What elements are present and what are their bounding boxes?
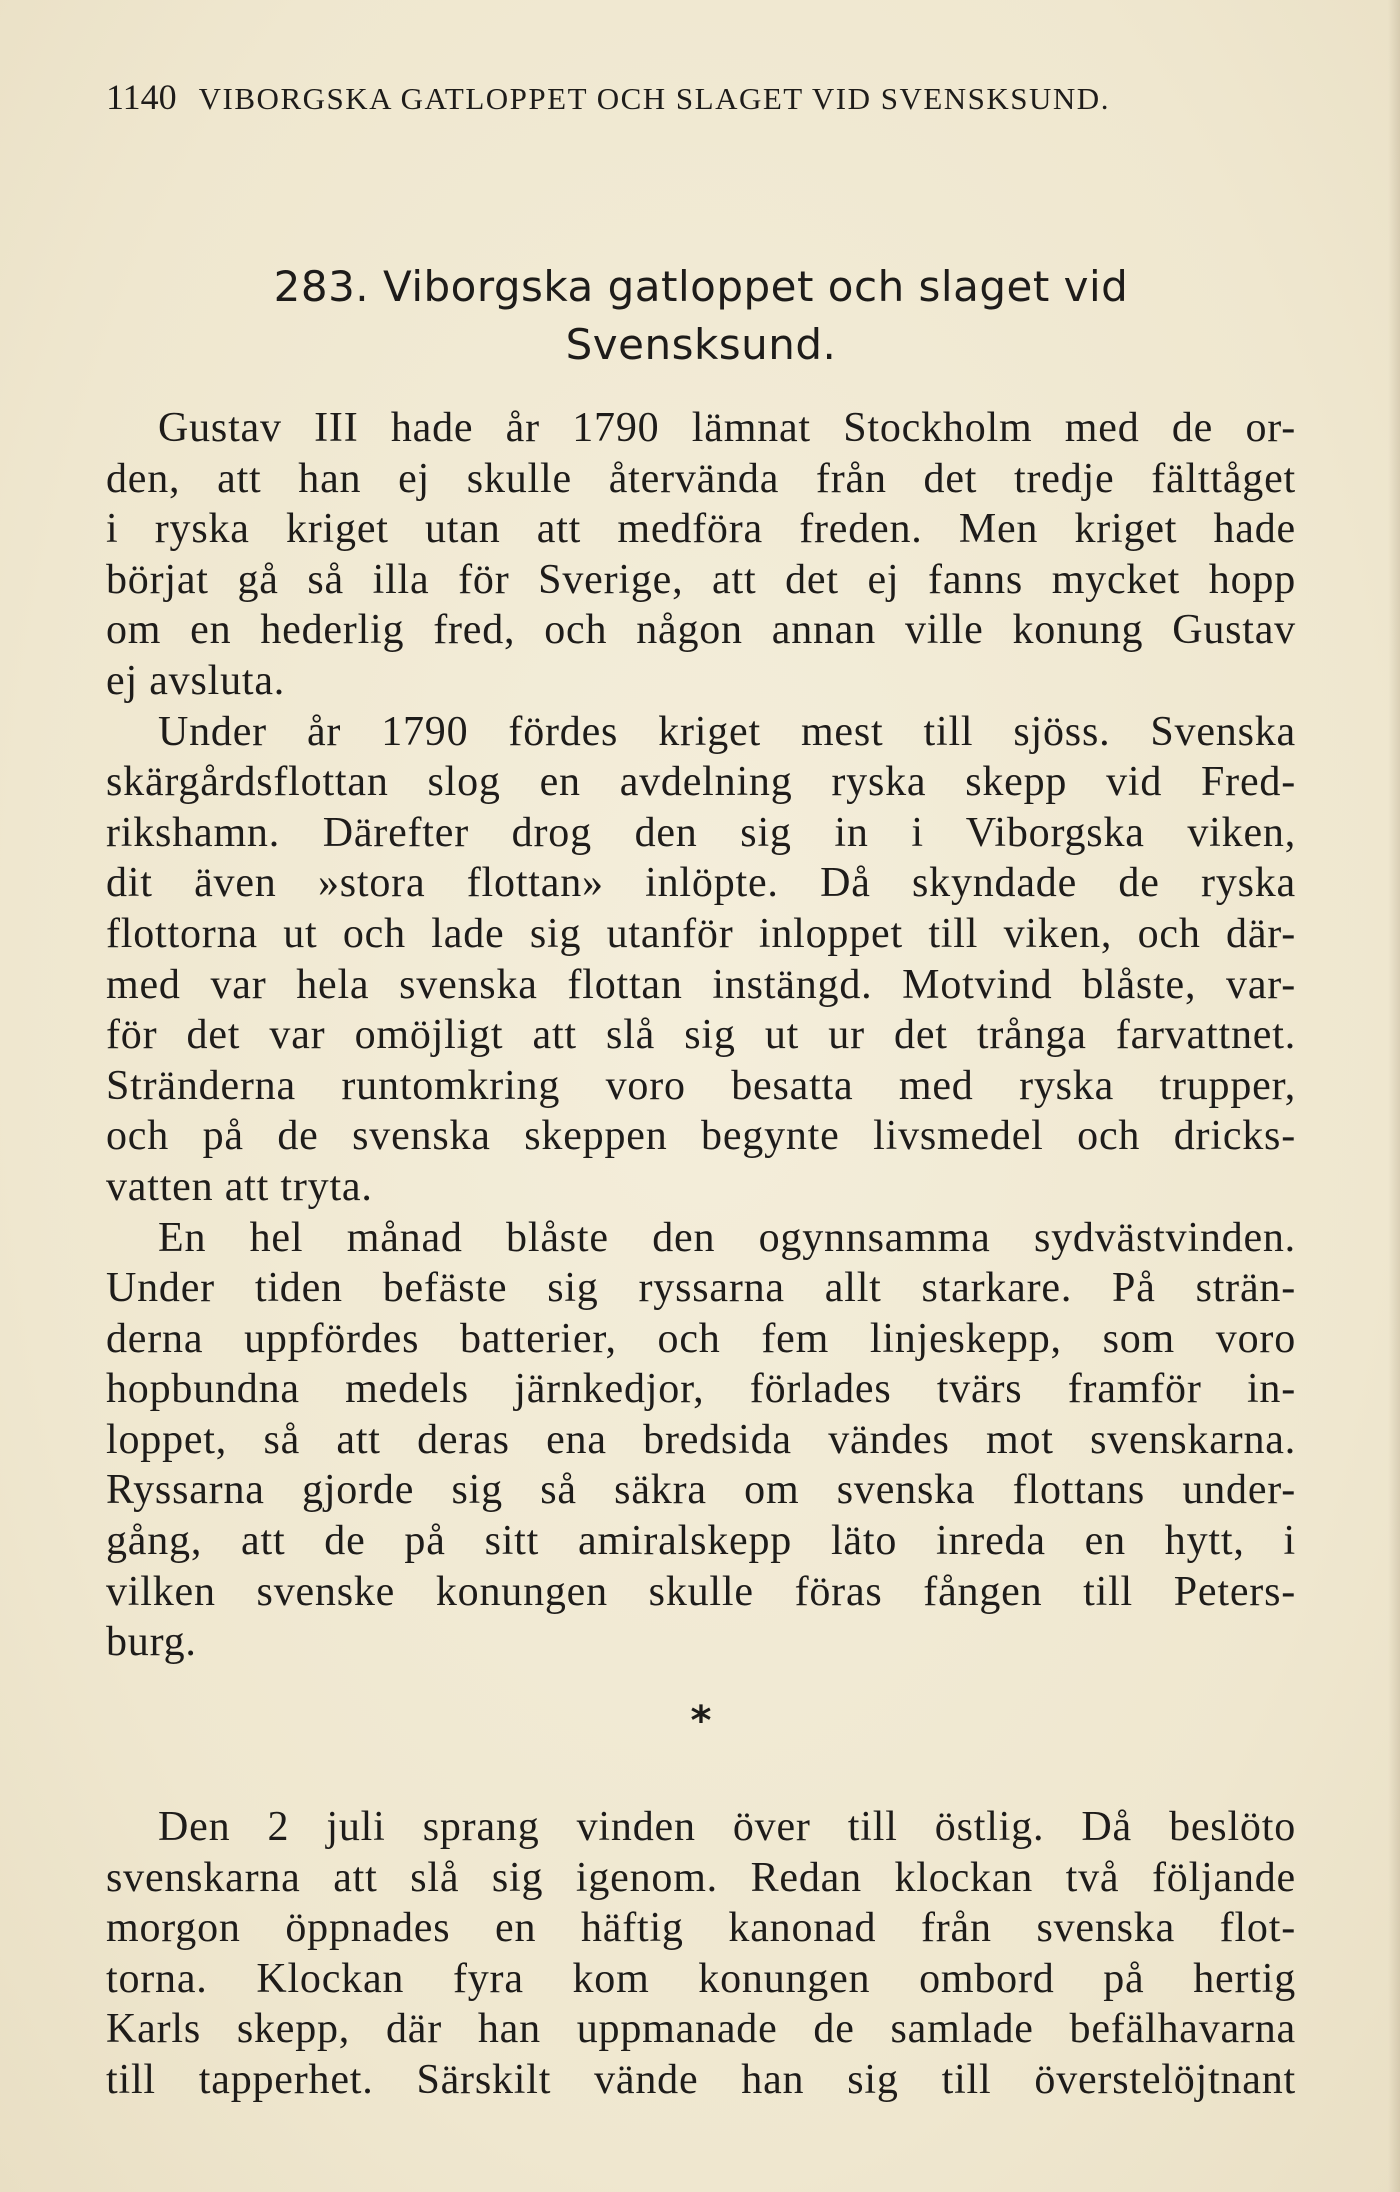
text-line: skärgårdsflottan slog en avdelning ryska skepp vid Fred- (106, 759, 1296, 806)
text-line: till tapperhet. Särskilt vände han sig till överstelöjtnant (106, 2056, 1296, 2103)
running-header (106, 76, 1306, 118)
text-line: den, att han ej skulle återvända från det tredje fälttåget (106, 455, 1296, 502)
text-line: ej avsluta. (106, 657, 286, 704)
text-line: vilken svenske konungen skulle föras fången till Peters- (106, 1568, 1296, 1615)
text-line: svenskarna att slå sig igenom. Redan klockan två följande (106, 1854, 1296, 1901)
chapter-title (106, 258, 1296, 374)
text-line: Under år 1790 fördes kriget mest till sjöss. Svenska (158, 708, 1296, 755)
text-line: loppet, så att deras ena bredsida vändes mot svenskarna. (106, 1416, 1296, 1463)
text-line: gång, att de på sitt amiralskepp läto inreda en hytt, i (106, 1518, 1296, 1565)
text-line: flottorna ut och lade sig utanför inloppet till viken, och där- (106, 910, 1296, 957)
text-line: börjat gå så illa för Sverige, att det ej fanns mycket hopp (106, 556, 1296, 603)
text-line: med var hela svenska flottan instängd. Motvind blåste, var- (106, 961, 1296, 1008)
chapter-title-line: Svensksund. (565, 320, 837, 369)
chapter-title-line: 283. Viborgska gatloppet och slaget vid (273, 262, 1129, 311)
text-line: Den 2 juli sprang vinden över till östlig. Då beslöto (158, 1804, 1296, 1850)
section-2-text (106, 1802, 1296, 2106)
text-line: hopbundna medels järnkedjor, förlades tvärs framför in- (106, 1366, 1296, 1413)
text-line: vatten att tryta. (106, 1163, 373, 1210)
text-line: Gustav III hade år 1790 lämnat Stockholm med de or- (158, 405, 1296, 451)
text-line: derna uppfördes batterier, och fem linjeskepp, som voro (106, 1315, 1296, 1362)
section-1-text (106, 403, 1296, 1668)
text-line: dit även »stora flottan» inlöpte. Då skyndade de ryska (106, 860, 1296, 907)
text-line: i ryska kriget utan att medföra freden. Men kriget hade (106, 506, 1296, 553)
text-line: för det var omöjligt att slå sig ut ur det trånga farvattnet. (106, 1012, 1296, 1059)
text-line: morgon öppnades en häftig kanonad från svenska flot- (106, 1905, 1296, 1952)
text-line: torna. Klockan fyra kom konungen ombord på hertig (106, 1955, 1296, 2002)
text-line: om en hederlig fred, och någon annan ville konung Gustav (106, 607, 1296, 654)
text-line: burg. (106, 1619, 197, 1666)
text-line: Under tiden befäste sig ryssarna allt starkare. På strän- (106, 1265, 1296, 1312)
text-line: Stränderna runtomkring voro besatta med ryska trupper, (106, 1062, 1296, 1109)
text-line: Ryssarna gjorde sig så säkra om svenska flottans under- (106, 1467, 1296, 1514)
running-title: VIBORGSKA GATLOPPET OCH SLAGET VID SVENSKSUND. (198, 81, 1110, 116)
text-line: rikshamn. Därefter drog den sig in i Viborgska viken, (106, 809, 1296, 856)
page-number: 1140 (106, 77, 177, 117)
text-line: En hel månad blåste den ogynnsamma sydvästvinden. (158, 1214, 1296, 1261)
section-separator: * (690, 1698, 712, 1744)
text-line: Karls skepp, där han uppmanade de samlade befälhavarna (106, 2006, 1296, 2053)
page-edge-shadow (1388, 0, 1400, 2192)
text-line: och på de svenska skeppen begynte livsmedel och dricks- (106, 1113, 1296, 1160)
